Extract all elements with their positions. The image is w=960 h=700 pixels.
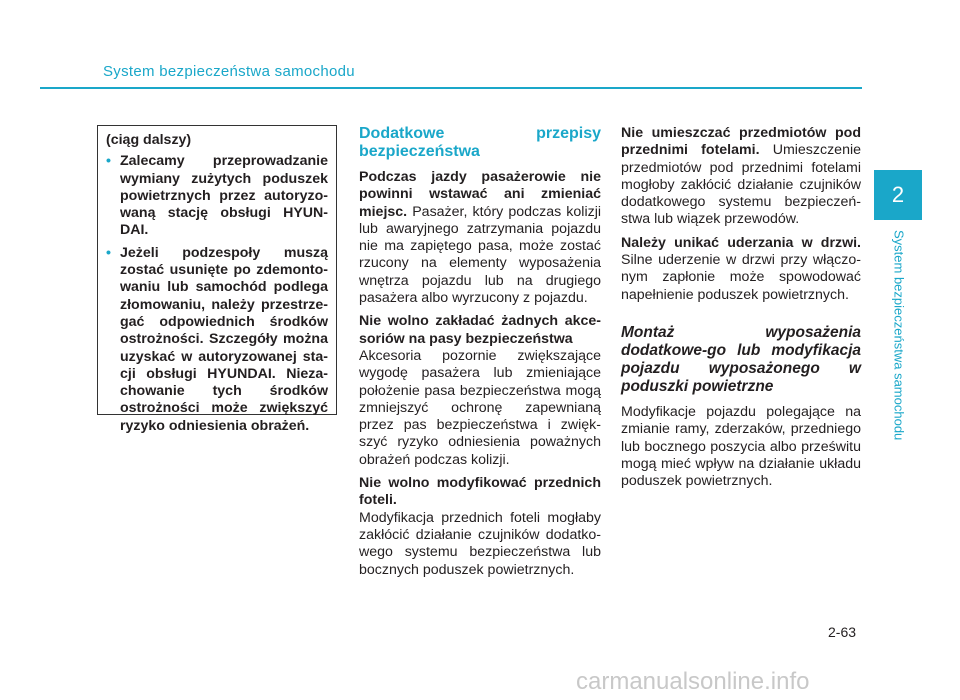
section-title: Dodatkowe przepisy bezpieczeństwa [359,125,601,160]
bullet-dot-icon: • [106,244,111,261]
p2-text: Akcesoria pozornie zwiększające wygodę pasażera lub zmieniające położenie pasa bezpieczeństwa mogą zmniejszyć ochronę zapewnianą przez pas bezpieczeństwa i zwięk-szyć ryzyko odniesienia poważnych obrażeń podczas kolizji. [359,347,601,468]
paragraph-objects-under-seats [621,125,861,229]
paragraph-accessories [359,313,601,469]
bullet-dot-icon: • [106,153,111,170]
paragraph-front-seats [359,475,601,579]
paragraph-seats-changing [359,169,601,307]
p3-bold: Nie wolno modyfikować przednich foteli. [359,475,601,509]
p2-bold: Nie wolno zakładać żadnych akce-soriów na pasy bezpieczeństwa [359,313,601,347]
watermark: carmanualsonline.info [576,668,810,695]
c3-p2-bold: Należy unikać uderzania w drzwi. [621,234,861,251]
paragraph-doors [621,235,861,304]
header-title: System bezpieczeństwa samochodu [103,63,355,80]
continued-warning-box [97,125,337,434]
c3-p1-text: Umieszczenie przedmiotów pod przednimi fotelami mogłoby zakłócić działanie czujników dodatkowego systemu bezpieczeń-stwa lub wiązek przewodów. [621,142,861,228]
chapter-side-label: System bezpieczeństwa samochodu [891,230,907,441]
right-column [621,125,861,496]
box-bullet-1 [106,153,328,239]
c3-p2-text: Silne uderzenie w drzwi przy włączo-nym zapłonie może spowodować napełnienie poduszek powietrznych. [621,252,861,303]
header-rule [40,87,862,89]
box-bullet-1-text: Zalecamy przeprowadzanie wymiany zużytych poduszek powietrznych przez autoryzo-waną stację obsługi HYUN-DAI. [120,153,328,239]
continued-label: (ciąg dalszy) [106,132,192,148]
chapter-tab: 2 [874,170,922,220]
subsection-title: Montaż wyposażenia dodatkowe-go lub modyfikacja pojazdu wyposażonego w poduszki powietrzne [621,323,861,395]
p1-text: Pasażer, który podczas kolizji lub awaryjnego zatrzymania pojazdu nie ma zapiętego pasa, może zostać rzucony na elementy wyposażenia wnętrza pojazdu lub na drugiego pasażera albo wyrzucony z pojazdu. [359,203,601,307]
middle-column [359,125,601,585]
p1-bold: Podczas jazdy pasażerowie nie powinni wstawać ani zmieniać miejsc. [359,169,601,220]
p3-text: Modyfikacja przednich foteli mogłaby zakłócić działanie czujników dodatko-wego systemu bezpieczeństwa lub bocznych poduszek powietrznych. [359,509,601,578]
page-number: 2-63 [828,624,857,640]
box-bullet-2 [106,245,328,435]
c3-p1-bold: Nie umieszczać przedmiotów pod przednimi fotelami. [621,125,861,159]
paragraph-modifications: Modyfikacje pojazdu polegające na zmianie ramy, zderzaków, przedniego lub bocznego poszycia albo prześwitu mogą mieć wpływ na działanie układu poduszek powietrznych. [621,403,861,490]
box-bullet-2-text: Jeżeli podzespoły muszą zostać usunięte po zdemonto-waniu lub samochód podlega złomowaniu, należy przestrze-gać odpowiednich środków ostrożności. Szczegóły można uzyskać w autoryzowanej sta-cji obsługi HYUNDAI. Nieza-chowanie tych środków ostrożności może zwiększyć ryzyko odniesienia obrażeń. [120,244,328,434]
